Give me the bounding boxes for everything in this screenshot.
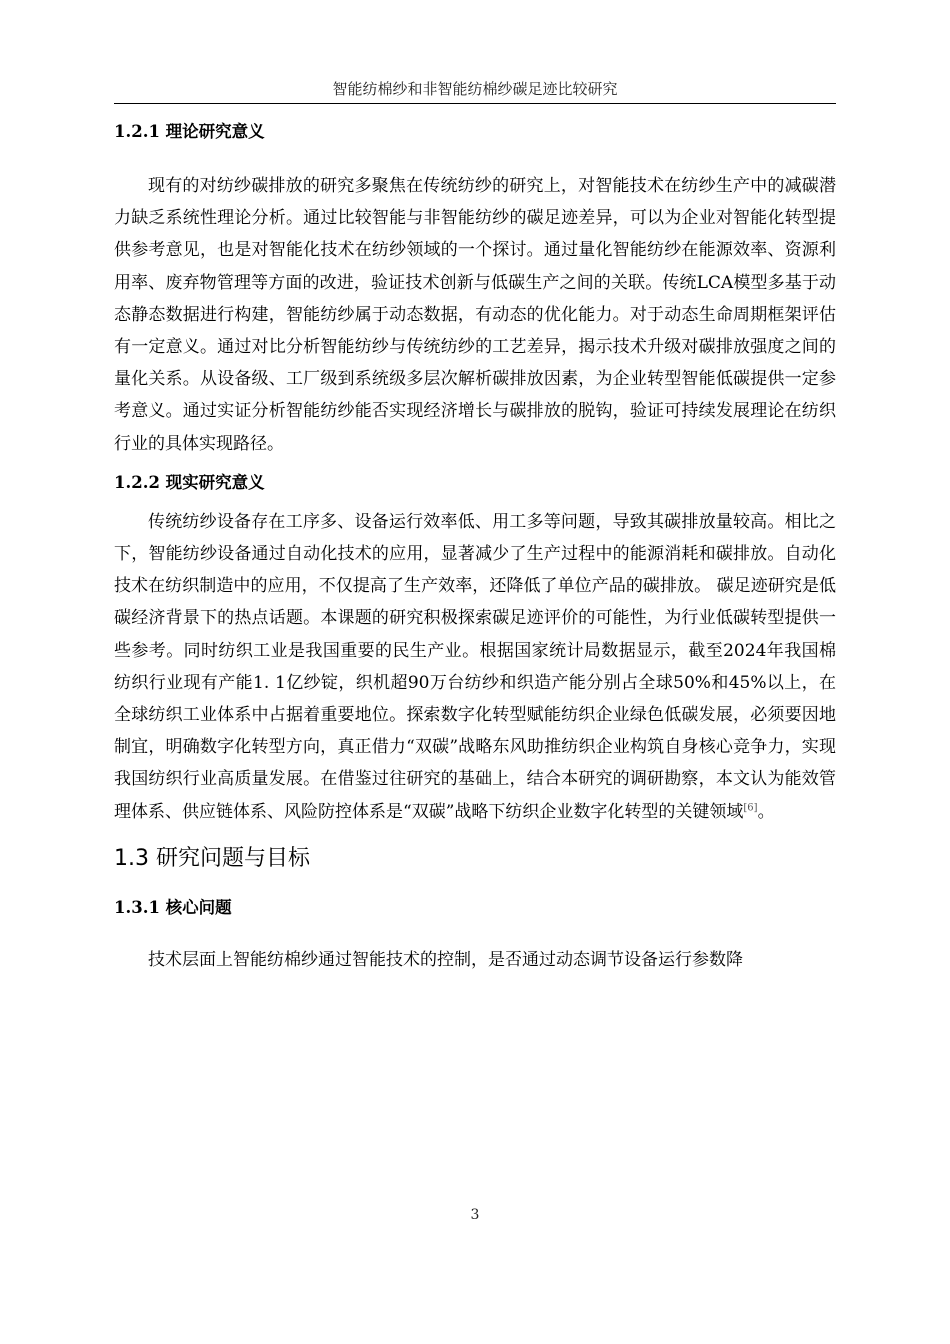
running-header: 智能纺棉纱和非智能纺棉纱碳足迹比较研究 [332, 80, 618, 98]
page-number: 3 [470, 1207, 480, 1223]
section-heading-1-2-1: 1.2.1 理论研究意义 [114, 122, 265, 141]
paragraph-practical-text: 传统纺纱设备存在工序多、设备运行效率低、用工多等问题，导致其碳排放量较高。相比之下，智能纺纱设备通过自动化技术的应用，显著减少了生产过程中的能源消耗和碳排放。自动化技术在纺织制造中的应用，不仅提高了生产效率，还降低了单位产品的碳排放。 碳足迹研究是低碳经济背景下的热点话题。本课题的研究积极探索碳足迹评价的可能性，为行业低碳转型提供一些参考。同时纺织工业是我国重要的民生产业。根据国家统计局数据显示，截至2024年我国棉纺织行业现有产能1. 1亿纱锭，织机超90万台纺纱和织造产能分别占全球50%和45%以上，在全球纺织工业体系中占据着重要地位。探索数字化转型赋能纺织企业绿色低碳发展，必须要因地制宜，明确数字化转型方向，真正借力“双碳”战略东风助推纺织企业构筑自身核心竞争力，实现我国纺织行业高质量发展。在借鉴过往研究的基础上，结合本研究的调研勘察，本文认为能效管理体系、供应链体系、风险防控体系是“双碳”战略下纺织企业数字化转型的关键领域 [114, 511, 836, 822]
paragraph-theoretical-significance: 现有的对纺纱碳排放的研究多聚焦在传统纺纱的研究上，对智能技术在纺纱生产中的减碳潜力缺乏系统性理论分析。通过比较智能与非智能纺纱的碳足迹差异，可以为企业对智能化转型提供参考意见，也是对智能化技术在纺纱领域的一个探讨。通过量化智能纺纱在能源效率、资源利用率、废弃物管理等方面的改进，验证技术创新与低碳生产之间的关联。传统LCA模型多基于动态静态数据进行构建，智能纺纱属于动态数据，有动态的优化能力。对于动态生命周期框架评估有一定意义。通过对比分析智能纺纱与传统纺纱的工艺差异，揭示技术升级对碳排放强度之间的量化关系。从设备级、工厂级到系统级多层次解析碳排放因素，为企业转型智能低碳提供一定参考意义。通过实证分析智能纺纱能否实现经济增长与碳排放的脱钩，验证可持续发展理论在纺织行业的具体实现路径。 [114, 176, 836, 454]
paragraph-core-question: 技术层面上智能纺棉纱通过智能技术的控制，是否通过动态调节设备运行参数降 [148, 949, 743, 970]
section-heading-1-3: 1.3 研究问题与目标 [114, 845, 310, 871]
section-heading-1-3-1: 1.3.1 核心问题 [114, 897, 232, 917]
citation-ref[interactable]: [6] [743, 802, 758, 813]
page-content [114, 118, 836, 976]
section-heading-1-2-2: 1.2.2 现实研究意义 [114, 472, 265, 492]
paragraph-practical-significance [114, 506, 836, 828]
paragraph-end-punct: 。 [757, 801, 775, 822]
header-rule [114, 103, 836, 104]
